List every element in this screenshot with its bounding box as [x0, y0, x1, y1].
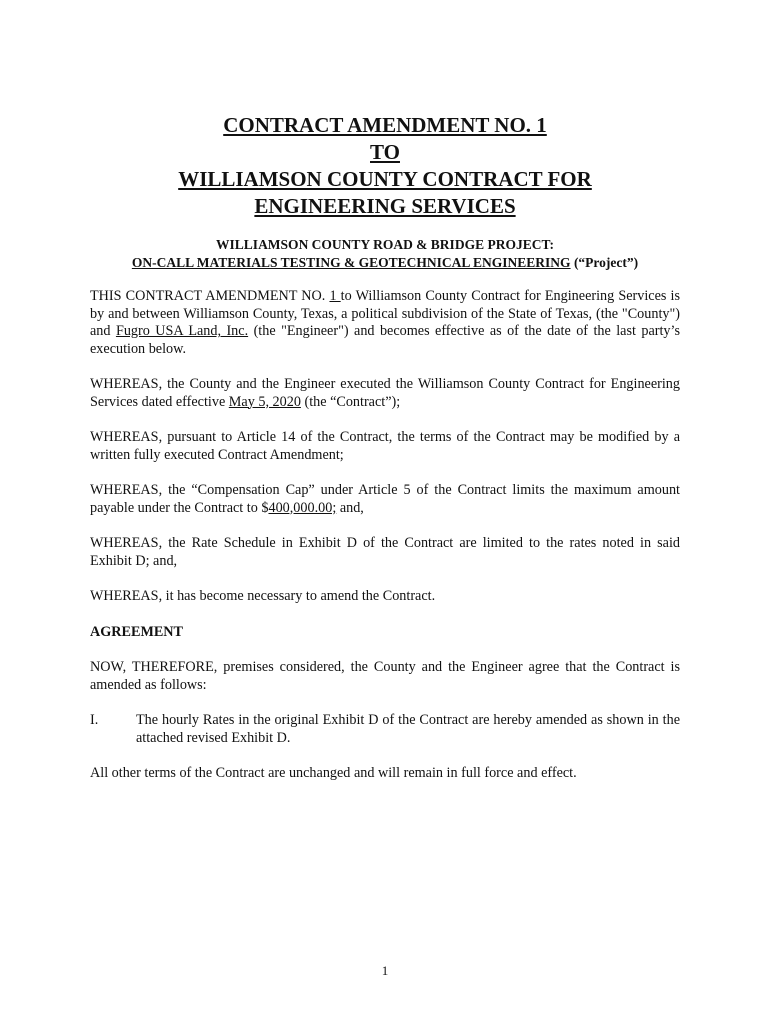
- item-number: I.: [90, 712, 99, 728]
- whereas-1-text: WHEREAS, the County and the Engineer executed the Williamson County Contract for Engineering Services dated effective: [90, 376, 680, 410]
- document-title: [0, 112, 770, 220]
- project-name: ON-CALL MATERIALS TESTING & GEOTECHNICAL ENGINEERING: [131, 255, 571, 270]
- page-number: 1: [381, 963, 389, 978]
- project-suffix: (“Project”): [570, 255, 639, 270]
- intro-text-3: (the "Engineer") and becomes effective as of the date of the last party’s execution below.: [90, 323, 680, 357]
- contract-date: May 5, 2020: [228, 393, 301, 410]
- whereas-paragraph-4: WHEREAS, the Rate Schedule in Exhibit D of the Contract are limited to the rates noted in said Exhibit D; and,: [90, 535, 680, 569]
- amendment-item-1: [90, 712, 680, 747]
- document-body: [90, 288, 680, 801]
- whereas-1-suffix: (the “Contract”);: [300, 393, 401, 410]
- subtitle-line-1: WILLIAMSON COUNTY ROAD & BRIDGE PROJECT:: [216, 237, 554, 252]
- whereas-paragraph-2: WHEREAS, pursuant to Article 14 of the Contract, the terms of the Contract may be modified by a written fully executed Contract Amendment;: [90, 429, 680, 463]
- intro-text-2: to Williamson County Contract for Engineering Services is by and between Williamson County, Texas, a political subdivision of the State of Texas, (the "County") and: [90, 288, 680, 339]
- whereas-3-suffix: and,: [336, 499, 364, 516]
- project-subtitle: [0, 236, 770, 272]
- whereas-paragraph-1: [90, 376, 680, 411]
- agreement-heading: AGREEMENT: [90, 623, 184, 640]
- title-line-2: TO: [370, 140, 400, 164]
- whereas-paragraph-5: WHEREAS, it has become necessary to amend the Contract.: [90, 588, 436, 604]
- title-line-3: WILLIAMSON COUNTY CONTRACT FOR: [178, 167, 592, 191]
- whereas-paragraph-3: [90, 482, 680, 517]
- engineer-name: Fugro USA Land, Inc.: [115, 323, 249, 339]
- amendment-number: 1: [329, 288, 341, 304]
- title-line-4: ENGINEERING SERVICES: [254, 194, 516, 218]
- title-line-1: CONTRACT AMENDMENT NO. 1: [223, 113, 547, 137]
- whereas-3-text: WHEREAS, the “Compensation Cap” under Article 5 of the Contract limits the maximum amount payable under the Contract to $: [90, 482, 680, 516]
- now-therefore-paragraph: NOW, THEREFORE, premises considered, the County and the Engineer agree that the Contract is amended as follows:: [90, 659, 680, 693]
- intro-paragraph: [90, 288, 680, 358]
- intro-text-1: THIS CONTRACT AMENDMENT NO.: [90, 288, 330, 304]
- closing-paragraph: All other terms of the Contract are unchanged and will remain in full force and effect.: [90, 765, 577, 781]
- item-text: The hourly Rates in the original Exhibit D of the Contract are hereby amended as shown in the attached revised Exhibit D.: [136, 712, 680, 746]
- subtitle-line-2: [0, 254, 770, 272]
- compensation-amount: 400,000.00;: [268, 499, 337, 516]
